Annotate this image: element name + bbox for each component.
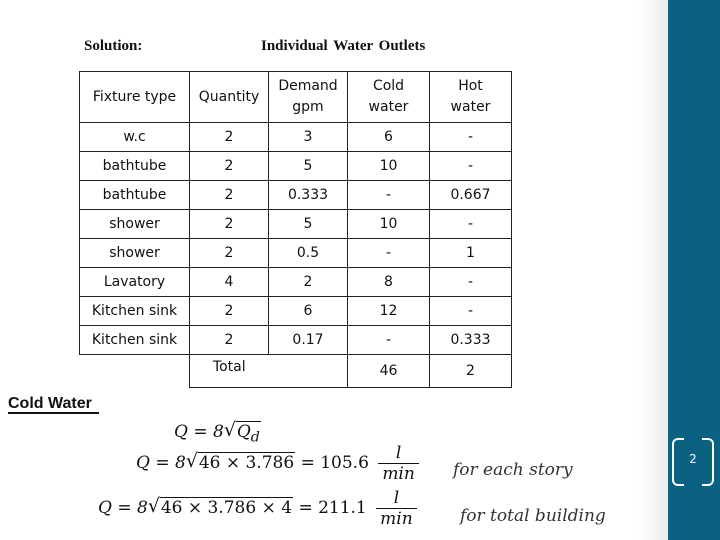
cell-hot: - bbox=[430, 210, 512, 239]
cell-fixture: shower bbox=[80, 210, 190, 239]
cell-fixture: Lavatory bbox=[80, 268, 190, 297]
square-root-icon bbox=[148, 498, 293, 518]
table-row bbox=[80, 239, 512, 268]
cell-fixture: bathtube bbox=[80, 152, 190, 181]
header-cold-line-1: Cold bbox=[372, 78, 405, 94]
table-row bbox=[80, 152, 512, 181]
cell-quantity: 2 bbox=[190, 326, 269, 355]
cell-demand: 0.17 bbox=[269, 326, 348, 355]
table-header-row bbox=[80, 72, 512, 123]
cell-cold: 6 bbox=[348, 123, 430, 152]
header-fixture-type: Fixture type bbox=[80, 72, 190, 123]
eq2-units bbox=[378, 443, 419, 484]
table-total-row bbox=[80, 355, 512, 388]
slide-title: Individual Water Outlets bbox=[261, 38, 426, 54]
note-each-story: for each story bbox=[453, 460, 573, 480]
cell-demand: 0.5 bbox=[269, 239, 348, 268]
cell-demand: 2 bbox=[269, 268, 348, 297]
cell-quantity: 2 bbox=[190, 181, 269, 210]
note-total-building: for total building bbox=[460, 506, 606, 526]
total-label: Total bbox=[190, 355, 269, 388]
cell-cold: - bbox=[348, 239, 430, 268]
cell-hot: - bbox=[430, 123, 512, 152]
cell-demand: 5 bbox=[269, 210, 348, 239]
square-root-icon bbox=[186, 453, 295, 473]
eq2-lhs: Q = 8 bbox=[136, 453, 186, 473]
cell-cold: - bbox=[348, 326, 430, 355]
cell-cold: - bbox=[348, 181, 430, 210]
cell-demand: 3 bbox=[269, 123, 348, 152]
cell-fixture: w.c bbox=[80, 123, 190, 152]
cell-quantity: 2 bbox=[190, 239, 269, 268]
cell-hot: 1 bbox=[430, 239, 512, 268]
eq3-radicand: 46 × 3.786 × 4 bbox=[160, 498, 293, 518]
eq2-unit-num: l bbox=[395, 443, 402, 463]
cold-water-heading: Cold Water bbox=[8, 395, 92, 412]
heading-underline bbox=[8, 412, 99, 414]
cell-demand: 0.333 bbox=[269, 181, 348, 210]
table-row bbox=[80, 268, 512, 297]
header-hot-water bbox=[430, 72, 512, 123]
cell-fixture: Kitchen sink bbox=[80, 297, 190, 326]
eq3-unit-num: l bbox=[393, 488, 400, 508]
eq2-result: = 105.6 bbox=[300, 453, 369, 473]
eq2-unit-den: min bbox=[378, 463, 419, 484]
header-hot-line-1: Hot bbox=[458, 78, 483, 94]
total-cold: 46 bbox=[348, 355, 430, 388]
eq3-result: = 211.1 bbox=[298, 498, 367, 518]
cell-cold: 10 bbox=[348, 152, 430, 181]
cell-quantity: 2 bbox=[190, 297, 269, 326]
table-row bbox=[80, 123, 512, 152]
equation-total-building bbox=[98, 488, 421, 529]
equation-general bbox=[174, 422, 261, 445]
cell-fixture: shower bbox=[80, 239, 190, 268]
page-number-badge bbox=[670, 438, 716, 484]
cell-hot: - bbox=[430, 152, 512, 181]
water-outlets-table bbox=[79, 71, 512, 388]
header-demand-line-1: Demand bbox=[278, 78, 338, 94]
page-number: 2 bbox=[689, 452, 697, 466]
cell-cold: 8 bbox=[348, 268, 430, 297]
cell-hot: 0.333 bbox=[430, 326, 512, 355]
cell-demand: 5 bbox=[269, 152, 348, 181]
cell-hot: 0.667 bbox=[430, 181, 512, 210]
cell-hot: - bbox=[430, 297, 512, 326]
table-row bbox=[80, 181, 512, 210]
header-cold-water bbox=[348, 72, 430, 123]
header-hot-line-2: water bbox=[450, 99, 491, 115]
eq3-unit-den: min bbox=[376, 508, 417, 529]
square-root-icon bbox=[224, 422, 261, 445]
table-row bbox=[80, 297, 512, 326]
equation-each-story bbox=[136, 443, 423, 484]
cell-quantity: 4 bbox=[190, 268, 269, 297]
decorative-gradient-strip bbox=[638, 0, 668, 540]
total-blank-cell bbox=[269, 355, 348, 388]
cell-cold: 12 bbox=[348, 297, 430, 326]
eq2-radicand: 46 × 3.786 bbox=[198, 453, 295, 473]
header-quantity: Quantity bbox=[190, 72, 269, 123]
eq1-radicand: Q bbox=[236, 422, 251, 442]
header-cold-line-2: water bbox=[368, 99, 409, 115]
solution-label: Solution: bbox=[84, 38, 143, 54]
total-blank-cell bbox=[80, 355, 190, 388]
cell-hot: - bbox=[430, 268, 512, 297]
cell-quantity: 2 bbox=[190, 152, 269, 181]
table-row bbox=[80, 326, 512, 355]
cell-quantity: 2 bbox=[190, 123, 269, 152]
table-row bbox=[80, 210, 512, 239]
cell-fixture: bathtube bbox=[80, 181, 190, 210]
cell-fixture: Kitchen sink bbox=[80, 326, 190, 355]
cell-demand: 6 bbox=[269, 297, 348, 326]
header-demand-gpm bbox=[269, 72, 348, 123]
eq1-lhs: Q = 8 bbox=[174, 422, 224, 442]
eq3-units bbox=[376, 488, 417, 529]
eq3-lhs: Q = 8 bbox=[98, 498, 148, 518]
eq1-subscript: d bbox=[250, 429, 260, 446]
header-demand-line-2: gpm bbox=[292, 99, 324, 115]
total-hot: 2 bbox=[430, 355, 512, 388]
cell-cold: 10 bbox=[348, 210, 430, 239]
cell-quantity: 2 bbox=[190, 210, 269, 239]
